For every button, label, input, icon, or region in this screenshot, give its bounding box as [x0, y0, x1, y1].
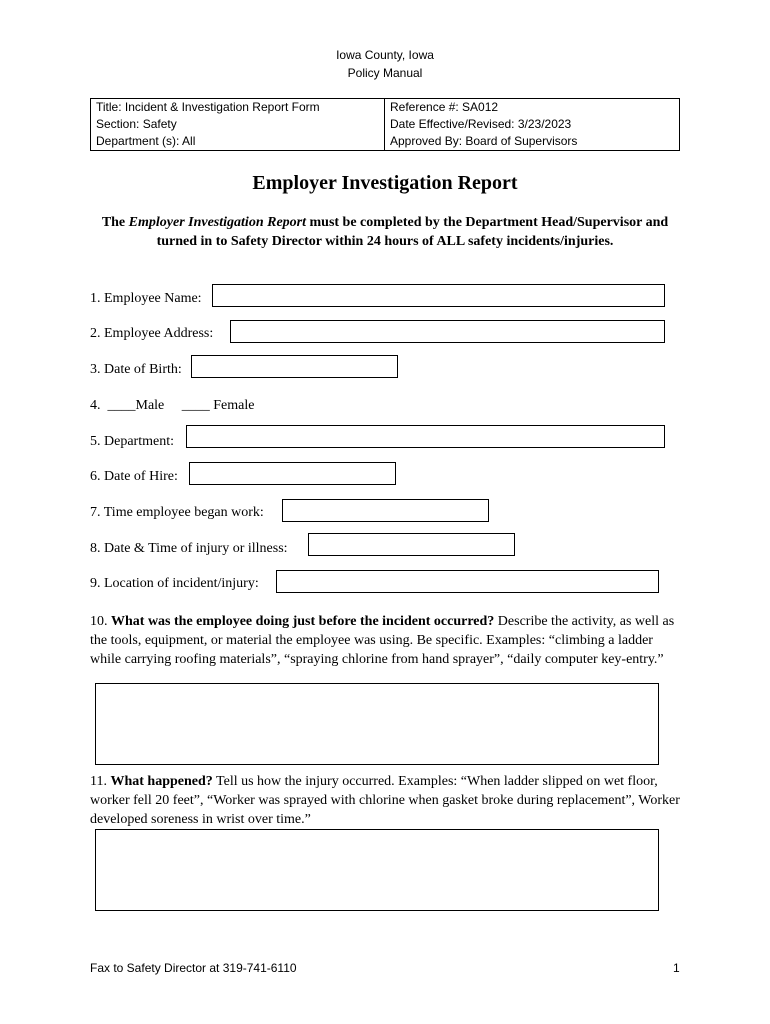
date-of-birth-label: 3. Date of Birth:: [90, 362, 182, 377]
incident-location-field[interactable]: [276, 570, 659, 593]
county-heading: Iowa County, Iowa: [336, 48, 434, 62]
department-cell: Department (s): All: [91, 133, 385, 151]
date-of-hire-field[interactable]: [189, 462, 396, 485]
injury-datetime-label: 8. Date & Time of injury or illness:: [90, 541, 288, 556]
intro-post: must be completed by the Department Head/Supervisor and turned in to Safety Director within 24 hours of ALL safety incidents/injuries.: [156, 215, 669, 249]
q11-bold: What happened?: [110, 774, 213, 789]
date-of-hire-label: 6. Date of Hire:: [90, 469, 178, 484]
q11-answer-area[interactable]: [95, 829, 659, 911]
time-began-work-label: 7. Time employee began work:: [90, 505, 264, 520]
employee-address-label: 2. Employee Address:: [90, 326, 214, 341]
employee-address-field[interactable]: [230, 320, 665, 343]
reference-cell: Reference #: SA012: [385, 99, 680, 117]
page-title: Employer Investigation Report: [252, 172, 518, 194]
date-of-birth-field[interactable]: [191, 355, 398, 378]
footer-fax: Fax to Safety Director at 319-741-6110: [90, 961, 297, 975]
policy-title-cell: Title: Incident & Investigation Report Form: [91, 99, 385, 117]
date-revised-cell: Date Effective/Revised: 3/23/2023: [385, 116, 680, 133]
page-number: 1: [673, 961, 680, 975]
department-field[interactable]: [186, 425, 665, 448]
manual-heading: Policy Manual: [347, 66, 423, 80]
gender-line[interactable]: 4. ____Male ____ Female: [90, 398, 255, 413]
question-11: [90, 772, 680, 829]
incident-location-label: 9. Location of incident/injury:: [90, 576, 259, 591]
question-10: [90, 612, 680, 669]
q10-number: 10.: [90, 614, 111, 629]
injury-datetime-field[interactable]: [308, 533, 515, 556]
q10-text: Describe the activity, as well as the tools, equipment, or material the employee was using. Be specific. Examples: “climbing a ladder while carrying roofing materials”, “spraying chlorine from hand sprayer”, “daily computer key-entry.”: [90, 614, 675, 667]
department-label: 5. Department:: [90, 434, 174, 449]
intro-emphasis: Employer Investigation Report: [128, 215, 306, 230]
q11-number: 11.: [90, 774, 111, 789]
employee-name-field[interactable]: [212, 284, 665, 307]
section-cell: Section: Safety: [91, 116, 385, 133]
policy-info-table: [90, 98, 680, 151]
q11-text: Tell us how the injury occurred. Examples: “When ladder slipped on wet floor, worker fell 20 feet”, “Worker was sprayed with chlorine when gasket broke during replacement”, Worker developed soreness in wrist over time.”: [90, 774, 680, 827]
time-began-work-field[interactable]: [282, 499, 489, 522]
intro-pre: The: [101, 215, 129, 230]
q10-bold: What was the employee doing just before the incident occurred?: [111, 614, 495, 629]
employee-name-label: 1. Employee Name:: [90, 291, 202, 306]
intro-text: [90, 213, 680, 251]
approved-by-cell: Approved By: Board of Supervisors: [385, 133, 680, 151]
q10-answer-area[interactable]: [95, 683, 659, 765]
